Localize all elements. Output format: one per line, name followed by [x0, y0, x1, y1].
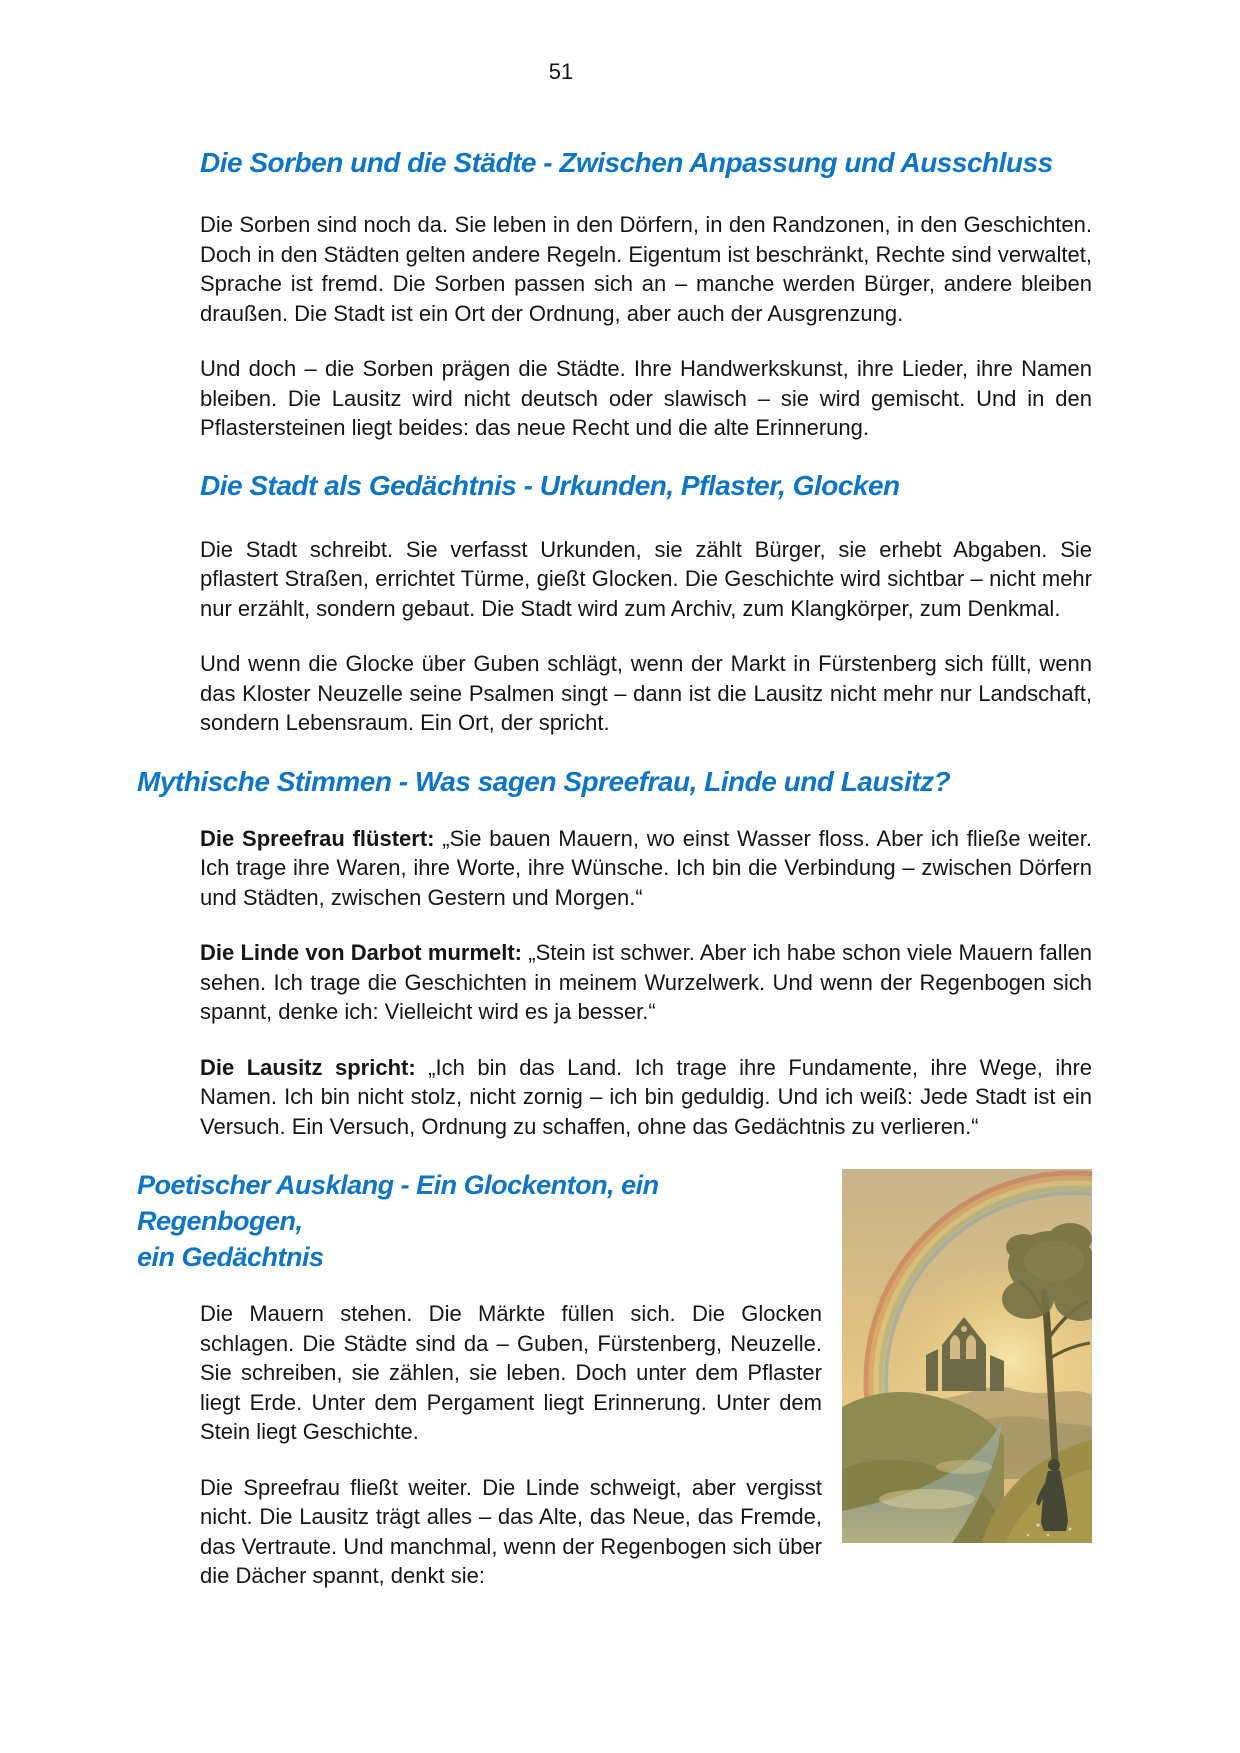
page-content [137, 0, 1092, 1617]
heading-line-1: Poetischer Ausklang - Ein Glockenton, ein Regenbogen, [137, 1170, 659, 1236]
section-heading: Die Stadt als Gedächtnis - Urkunden, Pflaster, Glocken [200, 469, 900, 501]
section-poetischer-ausklang [137, 1167, 1092, 1617]
quote-paragraph [200, 938, 1092, 1027]
quote-lead: Die Lausitz spricht: [200, 1054, 416, 1080]
paragraph: Die Stadt schreibt. Sie verfasst Urkunden, sie zählt Bürger, sie erhebt Abgaben. Sie pflastert Straßen, errichtet Türme, gießt Glocken. Die Geschichte wird sichtbar – nicht mehr nur erzählt, sondern gebaut. Die Stadt wird zum Archiv, zum Klangkörper, zum Denkmal. [200, 536, 1092, 621]
paragraph: Und wenn die Glocke über Guben schlägt, wenn der Markt in Fürstenberg sich füllt, wenn das Kloster Neuzelle seine Psalmen singt – dann ist die Lausitz nicht mehr nur Landschaft, sondern Lebensraum. Ein Ort, der spricht. [200, 651, 1092, 735]
paragraph: Die Spreefrau fließt weiter. Die Linde schweigt, aber vergisst nicht. Die Lausitz trägt alles – das Alte, das Neue, das Fremde, das Vertraute. Und manchmal, wenn der Regenbogen sich über die Dächer spannt, denkt sie: [200, 1474, 822, 1588]
section-heading: Die Sorben und die Städte - Zwischen Anpassung und Ausschluss [200, 147, 1053, 178]
section-sorben-staedte [200, 146, 1092, 443]
water-reflection-small [936, 1460, 992, 1474]
quote-lead: Die Spreefrau flüstert: [200, 825, 435, 851]
section-heading: Mythische Stimmen - Was sagen Spreefrau, Linde und Lausitz? [137, 765, 951, 797]
landscape-painting-svg [842, 1169, 1092, 1543]
quote-paragraph [200, 1053, 1092, 1142]
quote-text: „Ich bin das Land. Ich trage ihre Fundamente, ihre Wege, ihre Namen. Ich bin nicht stolz, nicht zornig – ich bin geduldig. Und ich weiß: Jede Stadt ist ein Versuch. Ein Versuch, Ordnung zu schaffen, ohne das Gedächtnis zu verlieren.“ [200, 1054, 1092, 1139]
page-number: 51 [548, 59, 574, 84]
quote-paragraph [200, 824, 1092, 913]
paragraph: Und doch – die Sorben prägen die Städte. Ihre Handwerkskunst, ihre Lieder, ihre Namen bleiben. Die Lausitz wird nicht deutsch oder slawisch – sie wird gemischt. Und in den Pflastersteinen liegt beides: das neue Recht und die alte Erinnerung. [200, 356, 1092, 440]
section-stadt-gedaechtnis [200, 469, 1092, 738]
quote-text: „Stein ist schwer. Aber ich habe schon viele Mauern fallen sehen. Ich trage die Geschichten in meinem Wurzelwerk. Und wenn der Regenbogen sich spannt, denke ich: Vielleicht wird es ja besser.“ [200, 940, 1092, 1024]
quote-lead: Die Linde von Darbot murmelt: [200, 940, 523, 965]
paragraph: Die Mauern stehen. Die Märkte füllen sich. Die Glocken schlagen. Die Städte sind da – Guben, Fürstenberg, Neuzelle. Sie schreiben, sie zählen, sie leben. Doch unter dem Pflaster liegt Erde. Unter dem Pergament liegt Erinnerung. Unter dem Stein liegt Geschichte. [200, 1301, 822, 1444]
landscape-painting [842, 1169, 1092, 1543]
quote-text: „Sie bauen Mauern, wo einst Wasser floss. Aber ich fließe weiter. Ich trage ihre Waren, ihre Worte, ihre Wünsche. Ich bin die Verbindung – zwischen Dörfern und Städten, zwischen Gestern und Morgen.“ [200, 825, 1092, 910]
heading-line-2: ein Gedächtnis [137, 1242, 324, 1272]
water-reflection [879, 1489, 975, 1509]
paragraph: Die Sorben sind noch da. Sie leben in den Dörfern, in den Randzonen, in den Geschichten. Doch in den Städten gelten andere Regeln. Eigentum ist beschränkt, Rechte sind verwaltet, Sprache ist fremd. Die Sorben passen sich an – manche werden Bürger, andere bleiben draußen. Die Stadt ist ein Ort der Ordnung, aber auch der Ausgrenzung. [200, 212, 1092, 326]
section-mythische-stimmen [137, 764, 1092, 1142]
